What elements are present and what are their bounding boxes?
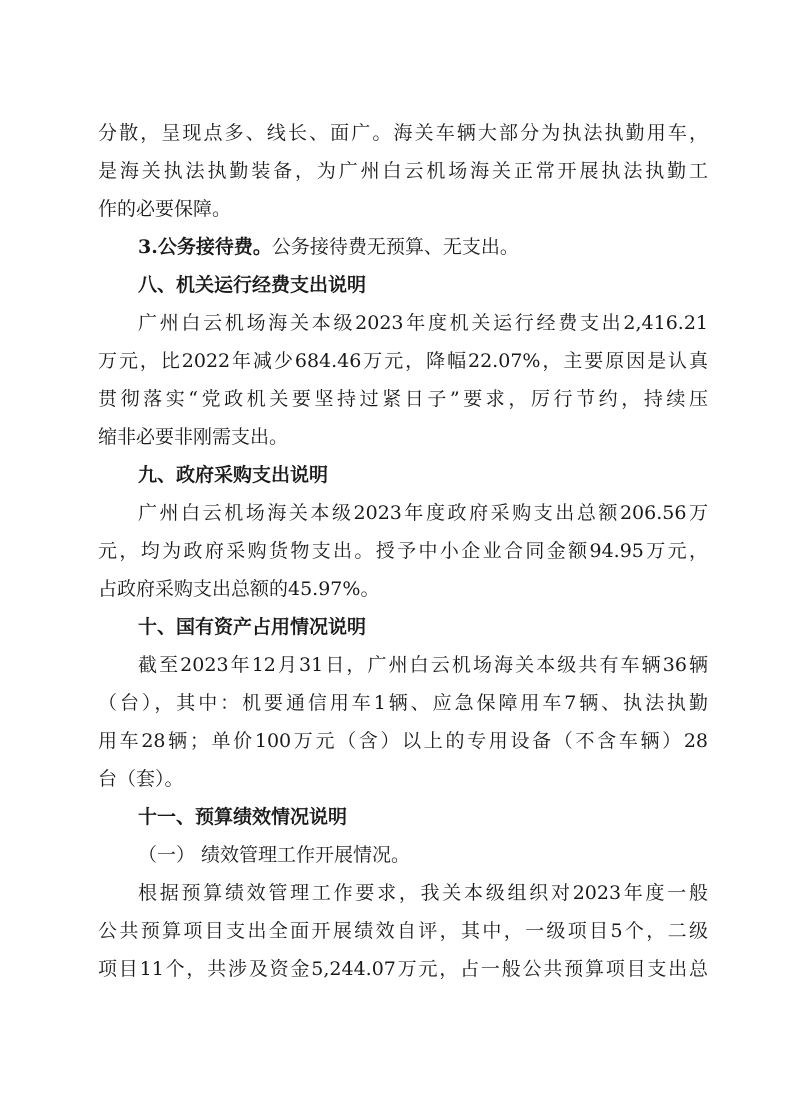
paragraph-line: 是海关执法执勤装备，为广州白云机场海关正常开展执法执勤工 [98, 160, 708, 182]
reception-text: 公务接待费无预算、无支出。 [271, 236, 519, 258]
document-body [98, 114, 708, 988]
paragraph-line: 作的必要保障。 [98, 198, 232, 220]
paragraph-line: 万元，比2022年减少684.46万元，降幅22.07%，主要原因是认真 [98, 350, 708, 372]
paragraph-line: 缩非必要非刚需支出。 [98, 426, 289, 448]
reception-paragraph [98, 228, 708, 266]
paragraph-line: 公共预算项目支出全面开展绩效自评，其中，一级项目5个，二级 [98, 920, 708, 942]
paragraph-line: 广州白云机场海关本级2023年度政府采购支出总额206.56万 [138, 502, 708, 524]
paragraph-line: （台），其中：机要通信用车1辆、应急保障用车7辆、执法执勤 [98, 692, 708, 714]
paragraph-line: 台（套）。 [98, 768, 184, 790]
paragraph-line: 元，均为政府采购货物支出。授予中小企业合同金额94.95万元， [98, 540, 708, 562]
paragraph-line: 贯彻落实“党政机关要坚持过紧日子”要求，厉行节约，持续压 [98, 388, 708, 410]
section-heading-10: 十、国有资产占用情况说明 [138, 616, 367, 638]
reception-label: 3.公务接待费。 [138, 236, 272, 258]
paragraph-line: 根据预算绩效管理工作要求，我关本级组织对2023年度一般 [138, 882, 708, 904]
subsection-heading: （一） 绩效管理工作开展情况。 [138, 844, 411, 866]
paragraph-line: 广州白云机场海关本级2023年度机关运行经费支出2,416.21 [138, 312, 708, 334]
section-heading-8: 八、机关运行经费支出说明 [138, 274, 367, 296]
paragraph-line: 项目11个，共涉及资金5,244.07万元，占一般公共预算项目支出总 [98, 958, 708, 980]
paragraph-line: 分散，呈现点多、线长、面广。海关车辆大部分为执法执勤用车， [98, 122, 708, 144]
paragraph-line: 用车28辆；单价100万元（含）以上的专用设备（不含车辆）28 [98, 730, 708, 752]
section-heading-11: 十一、预算绩效情况说明 [138, 806, 348, 828]
paragraph-line: 截至2023年12月31日，广州白云机场海关本级共有车辆36辆 [138, 654, 708, 676]
paragraph-line: 占政府采购支出总额的45.97%。 [98, 578, 380, 600]
section-heading-9: 九、政府采购支出说明 [138, 464, 329, 486]
